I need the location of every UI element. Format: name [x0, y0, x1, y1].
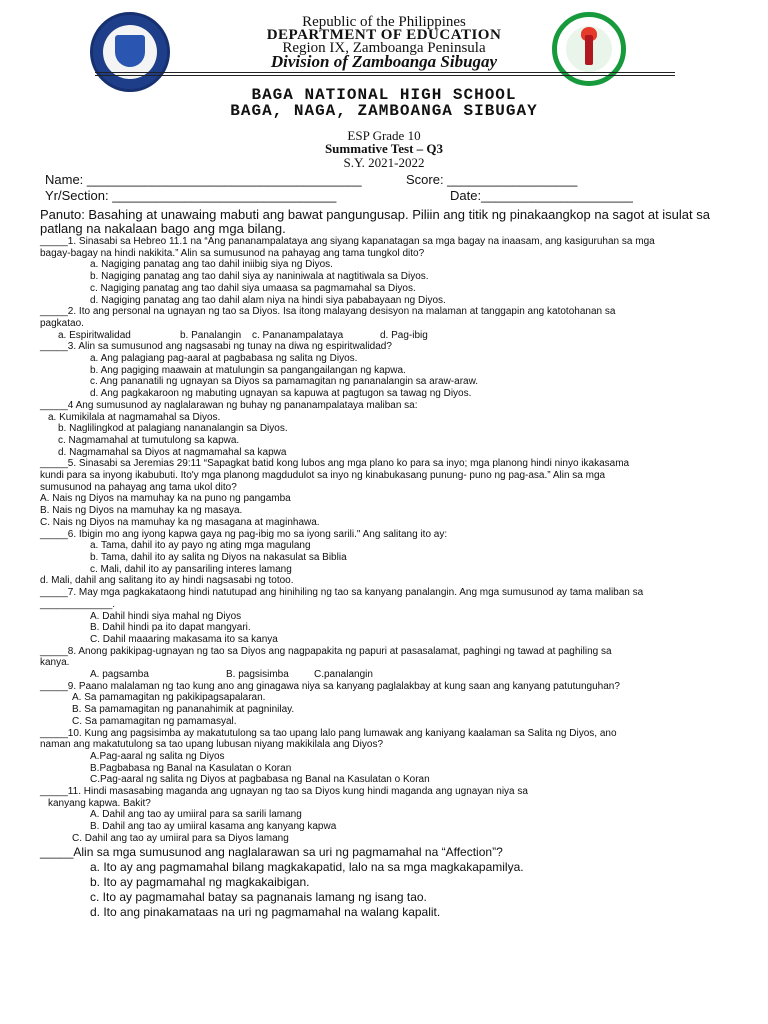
choice[interactable]: A. Sa pamamagitan ng pakikipagsapalaran. — [72, 692, 266, 704]
choice[interactable]: B. Sa pamamagitan ng pananahimik at pagninilay. — [72, 704, 295, 716]
choice[interactable]: a. Espiritwalidad — [58, 329, 131, 341]
question-10: _____10. Kung ang pagsisimba ay makatutulong sa tao upang lalo pang lumawak ang kaniyang kaalaman sa Salita ng Diyos, ano — [40, 727, 617, 739]
choice[interactable]: B. Dahil ang tao ay umiiral kasama ang kanyang kapwa — [90, 821, 337, 833]
question-5-cont: kundi para sa inyong ikabubuti. Ito'y mga planong magdudulot sa inyo ng kinabukasang punung- puno ng pag-asa.” Alin sa mga — [40, 470, 606, 482]
question-2-cont: pagkatao. — [40, 317, 84, 329]
choice[interactable]: c. Pananampalataya — [252, 329, 344, 341]
choice[interactable]: c. Nagiging panatag ang tao dahil siya umaasa sa pagmamahal sa Diyos. — [90, 282, 416, 294]
choice[interactable]: b. Ang pagiging maawain at matulungin sa pangangailangan ng kapwa. — [90, 364, 406, 376]
question-7: _____7. May mga pagkakataong hindi natutupad ang hinihiling ng tao sa kanyang panalangin. Ang mga sumusunod ay tama maliban sa — [40, 587, 644, 599]
date-field[interactable]: Date:_____________________ — [450, 188, 633, 203]
choices-row — [40, 330, 740, 342]
choice[interactable]: c. Nagmamahal at tumutulong sa kapwa. — [58, 434, 240, 446]
question-1-cont: bagay-bagay na hindi nakikita.” Alin sa sumusunod na pahayag ang tama tungkol dito? — [40, 247, 425, 259]
question-8-cont: kanya. — [40, 657, 70, 669]
choice[interactable]: a. Nagiging panatag ang tao dahil iniibig siya ng Diyos. — [90, 259, 333, 271]
choice[interactable]: d. Ang pagkakaroon ng mabuting ugnayan sa kapuwa at pagtugon sa tawag ng Diyos. — [90, 388, 472, 400]
header-divider-2 — [95, 75, 675, 76]
test-title: Summative Test – Q3 — [324, 141, 444, 156]
region-line: Region IX, Zamboanga Peninsula — [282, 40, 486, 56]
choice[interactable]: C. Dahil maaaring makasama ito sa kanya — [90, 633, 278, 645]
choice[interactable]: A. Nais ng Diyos na mamuhay ka na puno ng pangamba — [40, 493, 291, 505]
choice[interactable]: d. Mali, dahil ang salitang ito ay hindi nagsasabi ng totoo. — [40, 575, 294, 587]
school-year: S.Y. 2021-2022 — [343, 155, 425, 170]
instructions: Panuto: Basahing at unawaing mabuti ang bawat pangungusap. Piliin ang titik ng pinakaangkop na sagot at isulat sa patlang na nakalaan bago ang mga bilang. — [40, 207, 710, 236]
choice[interactable]: B. pagsisimba — [226, 669, 289, 681]
choice[interactable]: a. Tama, dahil ito ay payo ng ating mga magulang — [90, 540, 311, 552]
choice[interactable]: C.Pag-aaral ng salita ng Diyos at pagbabasa ng Banal na Kasulatan o Koran — [90, 774, 430, 786]
question-8: _____8. Anong pakikipag-ugnayan ng tao sa Diyos ang nagpapakita ng papuri at pasasalamat, paghingi ng tawad at paghiling sa — [40, 645, 612, 657]
question-10-cont: naman ang makatutulong sa tao upang lubusan niyang makikilala ang Diyos? — [40, 739, 384, 751]
choice[interactable]: b. Panalangin — [180, 329, 242, 341]
choice[interactable]: A. pagsamba — [90, 669, 149, 681]
school-address: BAGA, NAGA, ZAMBOANGA SIBUGAY — [230, 102, 538, 120]
question-3: _____3. Alin sa sumusunod ang nagsasabi ng tunay na diwa ng espiritwalidad? — [40, 341, 392, 353]
choice[interactable]: A. Dahil hindi siya mahal ng Diyos — [90, 610, 242, 622]
choice[interactable]: d. Pag-ibig — [380, 329, 428, 341]
choice[interactable]: C.panalangin — [314, 669, 373, 681]
choice[interactable]: C. Dahil ang tao ay umiiral para sa Diyos lamang — [72, 832, 289, 844]
choice[interactable]: c. Ito ay pagmamahal batay sa pagnanais lamang ng isang tao. — [90, 889, 427, 904]
choice[interactable]: b. Ito ay pagmamahal ng magkakaibigan. — [90, 874, 310, 889]
choice[interactable]: C. Sa pamamagitan ng pamamasyal. — [72, 715, 237, 727]
choice[interactable]: a. Kumikilala at nagmamahal sa Diyos. — [48, 411, 221, 423]
republic-line: Republic of the Philippines — [302, 14, 466, 30]
question-6: _____6. Ibigin mo ang iyong kapwa gaya ng pag-ibig mo sa iyong sarili." Ang salitang ito ay: — [40, 528, 448, 540]
question-12: _____Alin sa mga sumusunod ang naglalarawan sa uri ng pagmamahal na “Affection”? — [40, 844, 503, 859]
choice[interactable]: d. Nagmamahal sa Diyos at nagmamahal sa kapwa — [58, 446, 287, 458]
choice[interactable]: B. Nais ng Diyos na mamuhay ka ng masaya. — [40, 505, 243, 517]
choice[interactable]: c. Ang pananatili ng ugnayan sa Diyos sa pamamagitan ng pananalangin sa araw-araw. — [90, 376, 479, 388]
choice[interactable]: B. Dahil hindi pa ito dapat mangyari. — [90, 622, 251, 634]
question-2: _____2. Ito ang personal na ugnayan ng tao sa Diyos. Isa itong malayang desisyon na malaman at tanggapin ang katotohanan sa — [40, 306, 616, 318]
question-11: _____11. Hindi masasabing maganda ang ugnayan ng tao sa Diyos kung hindi maganda ang ugnayan niya sa — [40, 786, 528, 798]
choice[interactable]: b. Nagiging panatag ang tao dahil siya ay naniniwala at nagtitiwala sa Diyos. — [90, 271, 429, 283]
choice[interactable]: d. Nagiging panatag ang tao dahil alam niya na hindi siya pababayaan ng Diyos. — [90, 294, 446, 306]
choice[interactable]: a. Ang palagiang pag-aaral at pagbabasa ng salita ng Diyos. — [90, 353, 358, 365]
department-line: DEPARTMENT OF EDUCATION — [266, 27, 502, 43]
test-body — [40, 208, 740, 920]
choice[interactable]: a. Ito ay ang pagmamahal bilang magkakapatid, lalo na sa mga magkakapamilya. — [90, 859, 524, 874]
choice[interactable]: C. Nais ng Diyos na mamuhay ka ng masagana at maginhawa. — [40, 516, 320, 528]
choice[interactable]: b. Naglilingkod at palagiang nananalangin sa Diyos. — [58, 423, 288, 435]
letterhead — [0, 0, 768, 90]
section-field[interactable]: Yr/Section: _______________________________ — [45, 188, 337, 203]
question-5-cont: sumusunod na pahayag ang tama ukol dito? — [40, 481, 237, 493]
question-7-cont: _____________. — [40, 598, 116, 610]
division-line: Division of Zamboanga Sibugay — [270, 52, 498, 71]
choice[interactable]: d. Ito ang pinakamataas na uri ng pagmamahal na walang kapalit. — [90, 904, 441, 919]
choice[interactable]: A.Pag-aaral ng salita ng Diyos — [90, 750, 225, 762]
choice[interactable]: B.Pagbabasa ng Banal na Kasulatan o Koran — [90, 762, 292, 774]
name-field[interactable]: Name: ______________________________________ — [45, 172, 362, 187]
score-field[interactable]: Score: __________________ — [406, 172, 578, 187]
question-4: _____4 Ang sumusunod ay naglalarawan ng buhay ng pananampalataya maliban sa: — [40, 399, 418, 411]
choice[interactable]: b. Tama, dahil ito ay salita ng Diyos na nakasulat sa Biblia — [90, 551, 347, 563]
question-1: _____1. Sinasabi sa Hebreo 11.1 na “Ang pananampalataya ang siyang kapanatagan sa mga bagay na inaasam, ang kasiguruhan sa mga — [40, 236, 655, 247]
school-name: BAGA NATIONAL HIGH SCHOOL — [251, 86, 517, 104]
header-divider — [95, 72, 675, 73]
choices-row — [40, 669, 740, 681]
question-9: _____9. Paano malalaman ng tao kung ano ang ginagawa niya sa kanyang paglalakbay at kung saan ang kanyang patutunguhan? — [40, 680, 620, 692]
choice[interactable]: c. Mali, dahil ito ay pansariling interes lamang — [90, 563, 292, 575]
question-11-cont: kanyang kapwa. Bakit? — [48, 797, 151, 809]
choice[interactable]: A. Dahil ang tao ay umiiral para sa sarili lamang — [90, 809, 302, 821]
subject-line: ESP Grade 10 — [347, 128, 421, 143]
question-5: _____5. Sinasabi sa Jeremias 29:11 “Sapagkat batid kong lubos ang mga plano ko para sa inyo; mga planong hindi ninyo ikakasama — [40, 458, 630, 470]
